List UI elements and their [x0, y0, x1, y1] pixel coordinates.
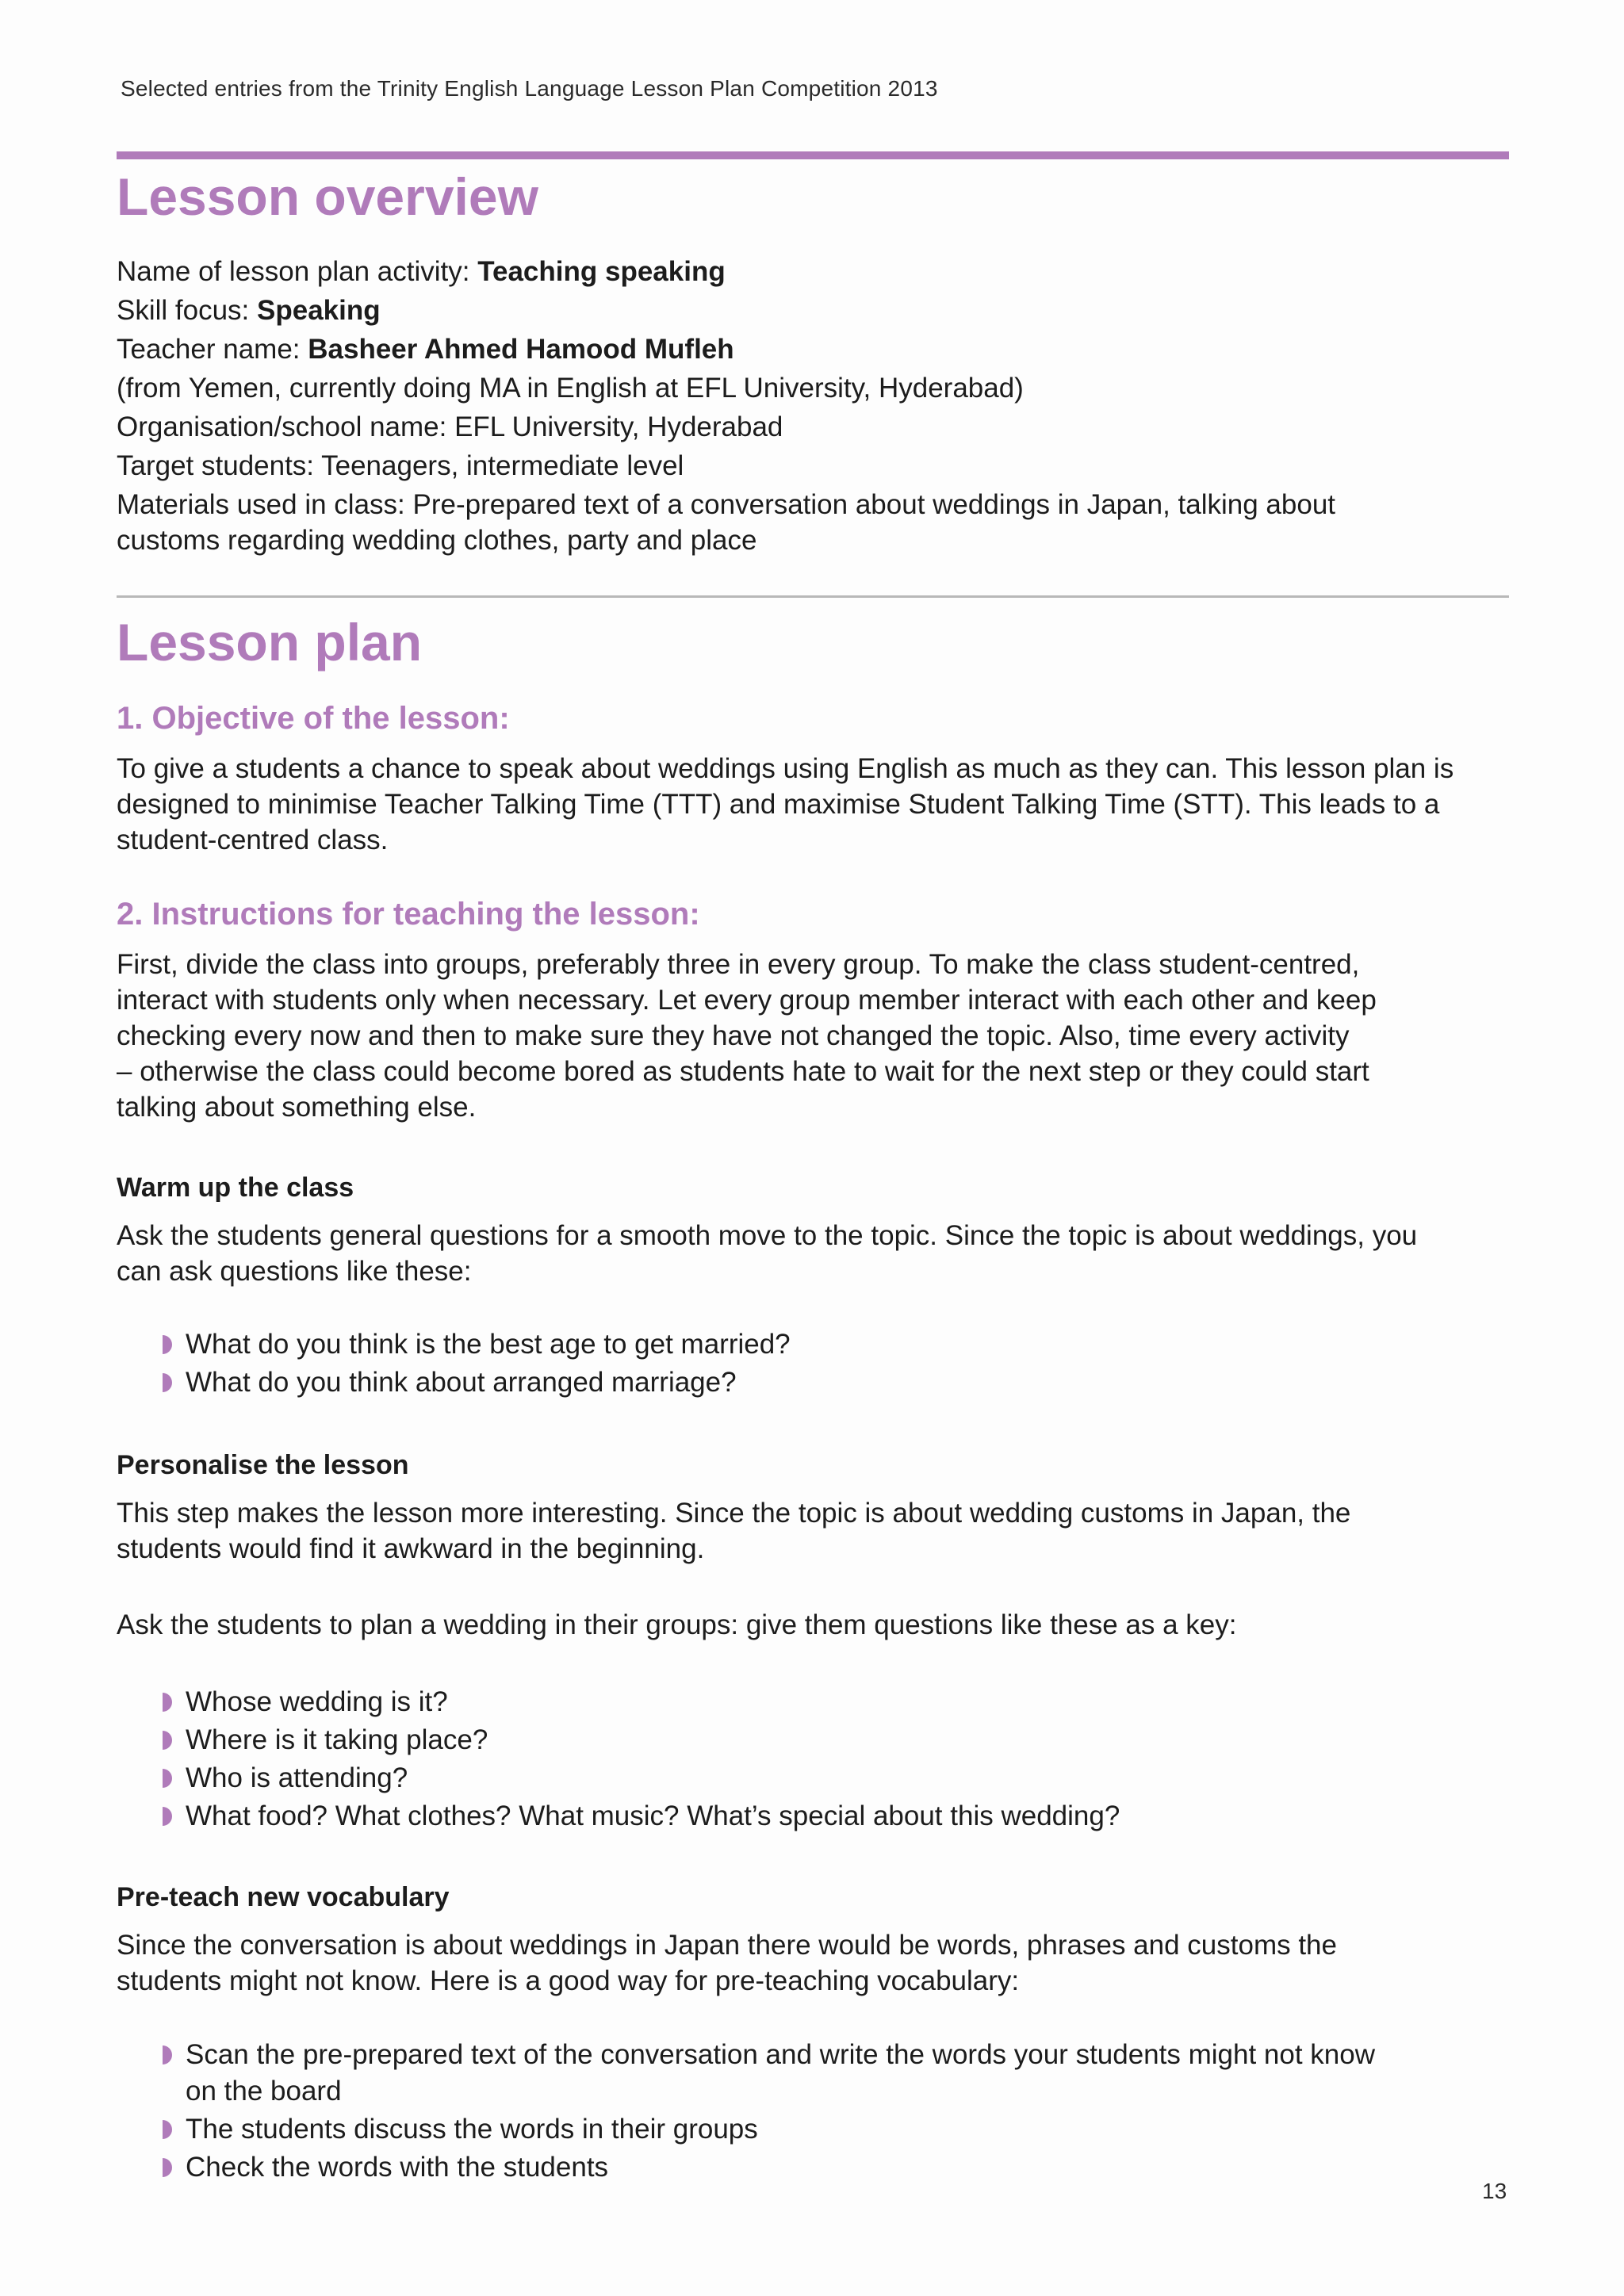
warm-up-line: Ask the students general questions for a smooth move to the topic. Since the topic is about weddings, you [117, 1220, 1418, 1251]
list-item-text: The students discuss the words in their groups [186, 2114, 758, 2145]
personalise-intro: Ask the students to plan a wedding in their groups: give them questions like these as a key: [117, 1609, 1237, 1640]
list-item-text: What do you think about arranged marriage? [186, 1367, 737, 1398]
lesson-plan-heading: Lesson plan [117, 613, 423, 672]
list-item [117, 2149, 1509, 2187]
instructions-line: interact with students only when necessary. Let every group member interact with each other and keep [117, 985, 1377, 1016]
target-line: Target students: Teenagers, intermediate level [117, 450, 684, 481]
objective-line: designed to minimise Teacher Talking Time (TTT) and maximise Student Talking Time (STT). This leads to a [117, 789, 1440, 820]
instructions-heading: 2. Instructions for teaching the lesson: [117, 897, 700, 932]
materials-line-2: customs regarding wedding clothes, party and place [117, 525, 757, 556]
lesson-overview-heading: Lesson overview [117, 167, 538, 226]
list-item [117, 2110, 1509, 2149]
bullet-icon [163, 1731, 172, 1750]
objective-line: student-centred class. [117, 825, 389, 855]
list-item [117, 1759, 1509, 1797]
pre-teach-line: students might not know. Here is a good way for pre-teaching vocabulary: [117, 1965, 1020, 1996]
pre-teach-steps [117, 2036, 1509, 2187]
warm-up-heading: Warm up the class [117, 1173, 354, 1203]
pre-teach-line: Since the conversation is about weddings in Japan there would be words, phrases and customs the [117, 1930, 1337, 1961]
warm-up-questions [117, 1326, 1509, 1402]
personalise-line: students would find it awkward in the beginning. [117, 1533, 705, 1564]
organisation-line: Organisation/school name: EFL University, Hyderabad [117, 411, 783, 442]
list-item-text: Whose wedding is it? [186, 1686, 448, 1717]
wedding-planning-questions [117, 1683, 1509, 1835]
pre-teach-text [117, 1927, 1509, 1999]
bullet-icon [163, 1807, 172, 1826]
objective-text [117, 751, 1509, 858]
personalise-heading: Personalise the lesson [117, 1450, 409, 1480]
list-item [117, 1683, 1509, 1721]
bullet-icon [163, 1335, 172, 1354]
activity-value: Teaching speaking [477, 256, 726, 287]
header-rule [117, 151, 1509, 159]
skill-label: Skill focus: [117, 295, 257, 326]
bullet-icon [163, 2120, 172, 2139]
list-item [117, 1797, 1509, 1835]
bullet-icon [163, 1693, 172, 1712]
objective-heading: 1. Objective of the lesson: [117, 701, 510, 736]
teacher-value: Basheer Ahmed Hamood Mufleh [308, 334, 734, 365]
bullet-icon [163, 2158, 172, 2177]
lesson-overview-details [117, 252, 1509, 560]
list-item-text: on the board [186, 2076, 342, 2107]
list-item-text: Scan the pre-prepared text of the conversation and write the words your students might not know [186, 2039, 1375, 2070]
list-item [117, 1721, 1509, 1759]
list-item-text: Check the words with the students [186, 2152, 609, 2183]
skill-value: Speaking [257, 295, 381, 326]
list-item-text: Where is it taking place? [186, 1724, 488, 1755]
list-item-text: What food? What clothes? What music? What’s special about this wedding? [186, 1800, 1120, 1831]
teacher-line [117, 330, 1509, 369]
instructions-line: checking every now and then to make sure they have not changed the topic. Also, time every activity [117, 1020, 1350, 1051]
list-item [117, 1364, 1509, 1402]
list-item [117, 1326, 1509, 1364]
bullet-icon [163, 2045, 172, 2064]
page-number: 13 [1482, 2179, 1507, 2203]
instructions-line: talking about something else. [117, 1092, 477, 1123]
objective-line: To give a students a chance to speak about weddings using English as much as they can. This lesson plan is [117, 753, 1454, 784]
list-item-text: Who is attending? [186, 1762, 408, 1793]
section-divider [117, 595, 1509, 598]
teacher-label: Teacher name: [117, 334, 308, 365]
list-item [117, 2036, 1509, 2074]
instructions-line: – otherwise the class could become bored as students hate to wait for the next step or they could start [117, 1056, 1369, 1087]
running-header: Selected entries from the Trinity English Language Lesson Plan Competition 2013 [121, 76, 938, 101]
skill-line [117, 291, 1509, 330]
teacher-note: (from Yemen, currently doing MA in English at EFL University, Hyderabad) [117, 373, 1024, 404]
bullet-icon [163, 1769, 172, 1788]
personalise-line: This step makes the lesson more interesting. Since the topic is about wedding customs in Japan, the [117, 1498, 1351, 1529]
activity-label: Name of lesson plan activity: [117, 256, 478, 287]
warm-up-line: can ask questions like these: [117, 1256, 472, 1287]
activity-line [117, 252, 1509, 291]
bullet-icon [163, 1373, 172, 1392]
instructions-line: First, divide the class into groups, preferably three in every group. To make the class student-centred, [117, 949, 1360, 980]
instructions-text [117, 947, 1509, 1125]
materials-line-1: Materials used in class: Pre-prepared text of a conversation about weddings in Japan, talking about [117, 489, 1336, 520]
list-item-text: What do you think is the best age to get married? [186, 1329, 791, 1360]
warm-up-text [117, 1218, 1509, 1289]
personalise-text [117, 1495, 1509, 1567]
list-item-continuation [117, 2072, 1509, 2110]
pre-teach-heading: Pre-teach new vocabulary [117, 1882, 450, 1912]
